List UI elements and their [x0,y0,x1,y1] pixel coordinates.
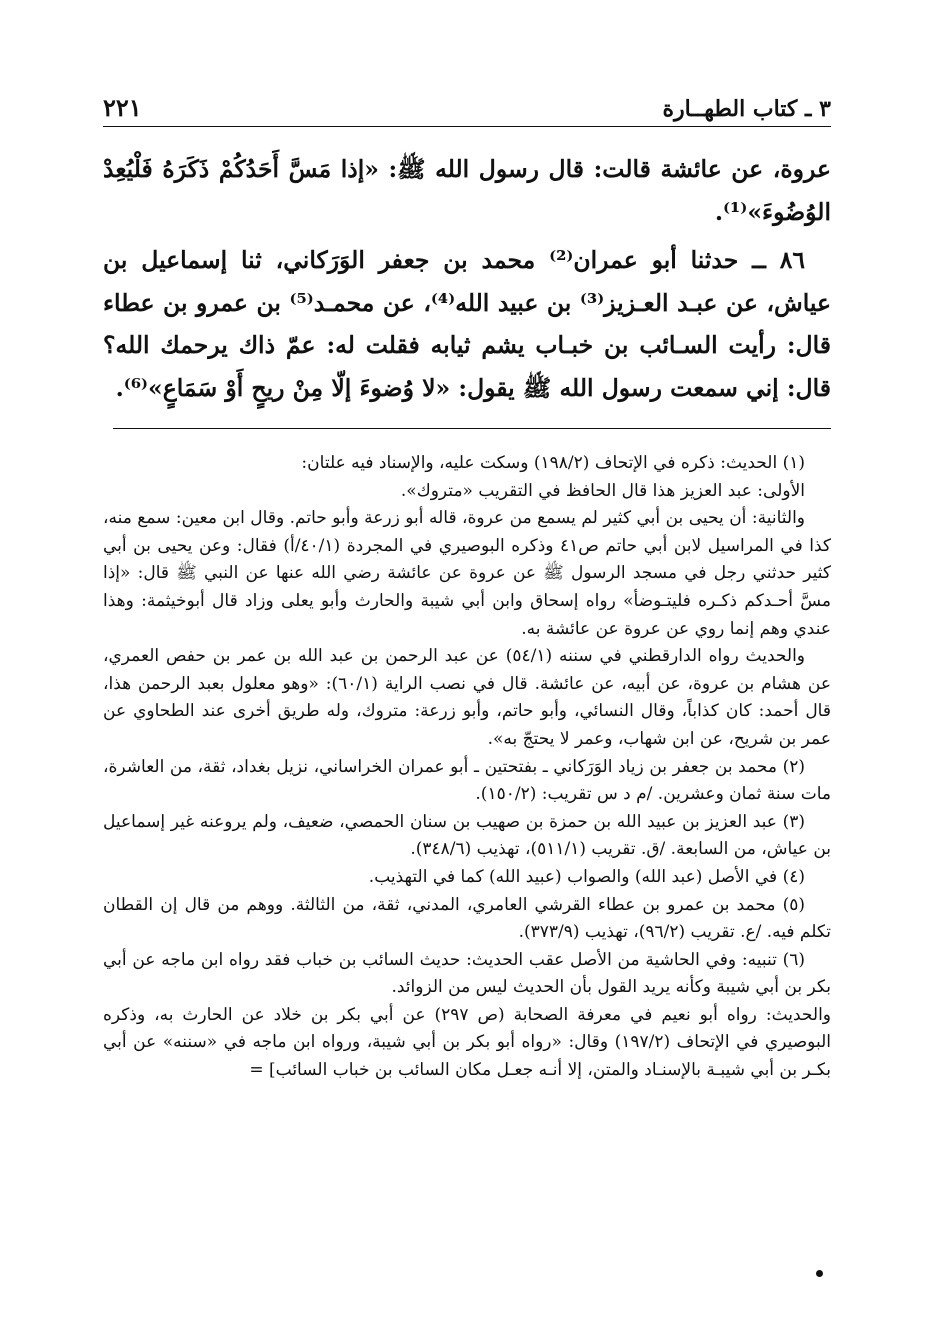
footnote-3: (٣) عبد العزيز بن عبيد الله بن حمزة بن صهيب بن سنان الحمصي، ضعيف، ولم يروعنه غير إسماعيل بن عياش، من السابعة. /ق. تقريب (٥١١/١)، تهذيب (٣٤٨/٦). [103,811,831,860]
footnote-1-first-issue: الأولى: عبد العزيز هذا قال الحافظ في التقريب «متروك». [400,480,805,501]
chapter-title: ٣ ـ كتاب الطهــارة [662,96,831,122]
main-text [103,148,831,409]
footnote-1: (١) الحديث: ذكره في الإتحاف (١٩٨/٢) وسكت عليه، والإسناد فيه علتان: [301,453,805,473]
footnote-2: (٢) محمد بن جعفر بن زياد الوَرَكاني ـ بفتحتين ـ أبو عمران الخراساني، نزيل بغداد، ثقة، من العاشرة، مات سنة ثمان وعشرين. /م د س تقريب: (١٥٠/٢). [103,756,831,805]
footnote-5: (٥) محمد بن عمرو بن عطاء القرشي العامري، المدني، ثقة، من الثالثة. ووهم من قال إن القطان تكلم فيه. /ع. تقريب (٩٦/٢)، تهذيب (٣٧٣/٩). [103,894,831,943]
page-number: ٢٢١ [103,93,142,122]
page-dot [816,1270,823,1277]
hadith-number: ٨٦ ــ [752,246,806,274]
footnote-4: (٤) في الأصل (عبد الله) والصواب (عبيد الله) كما في التهذيب. [368,866,805,887]
footnote-1-daraqutni: والحديث رواه الدارقطني في سننه (٥٤/١) عن عبد الرحمن بن عبد الله بن عمر بن حفص العمري، عن هشام بن عروة، عن أبيه، عن عائشة. قال في نصب الراية (٦٠/١): «وهو معلول بعبد الرحمن هذا، قال أحمد: كان كذاباً، وقال النسائي، وأبو حاتم، وأبو زرعة: متروك، وله طريق أخرى عند الطحاوي عن عمر بن شريح، عن ابن شهاب، وعمر لا يحتجّ به». [103,646,832,749]
hadith-paragraph-86 [103,239,831,409]
running-header [103,90,831,127]
footnote-1-second-issue: والثانية: أن يحيى بن أبي كثير لم يسمع من عروة، قاله أبو زرعة وأبو حاتم. وقال ابن معين: سمع منه، كذا في المراسيل لابن أبي حاتم ص٤١ وذكره البوصيري في المجردة (٤٠/١/أ) فقال: وعن يحيى بن أبي كثير حدثني رجل في مسجد الرسول ﷺ عن عروة عن عائشة رضي الله عنها عن النبي ﷺ قال: «إذا مسَّ أحـدكم ذكـره فليتـوضأ» رواه إسحاق وابن أبي شيبة والحارث وأبو يعلى وزاد قال أبوخيثمة: وهذا عندي وهم إنما روي عن عروة عن عائشة به. [103,508,832,639]
footnote-separator [113,428,831,429]
hadith-paragraph-1: عروة، عن عائشة قالت: قال رسول الله ﷺ: «إذا مَسَّ أَحَدُكُمْ ذَكَرَهُ فَلْيُعِدْ الوُضُوءَ»⁽¹⁾. [103,155,831,226]
footnotes [103,450,831,1085]
footnote-6-hadith: والحديث: رواه أبو نعيم في معرفة الصحابة (ص ٢٩٧) عن أبي بكر بن خلاد عن الحارث به، وذكره البوصيري في الإتحاف (١٩٧/٢) وقال: «رواه أبو بكر بن أبي شيبة، ورواه ابن ماجه في «سننه» عن أبي بكـر بن أبي شيبـة بالإسنـاد والمتن، إلا أنـه جعـل مكان السائب بن خباب السائب] = [103,1004,831,1081]
hadith-86-text: حدثنا أبو عمران⁽²⁾ محمد بن جعفر الوَرَكاني، ثنا إسماعيل بن عياش، عن عبـد العـزيز⁽³⁾ بن عبيد الله⁽⁴⁾، عن محمـد⁽⁵⁾ بن عمرو بن عطاء قال: رأيت السـائب بن خبـاب يشم ثيابه فقلت له: عمّ ذاك يرحمك الله؟ قال: إني سمعت رسول الله ﷺ يقول: «لا وُضوءَ إلّا مِنْ ريحٍ أَوْ سَمَاعٍ»⁽⁶⁾. [103,246,831,402]
footnote-6: (٦) تنبيه: وفي الحاشية من الأصل عقب الحديث: حديث السائب بن خباب فقد رواه ابن ماجه عن أبي بكر بن أبي شيبة وكأنه يريد القول بأن الحديث ليس من الزوائد. [103,949,831,998]
